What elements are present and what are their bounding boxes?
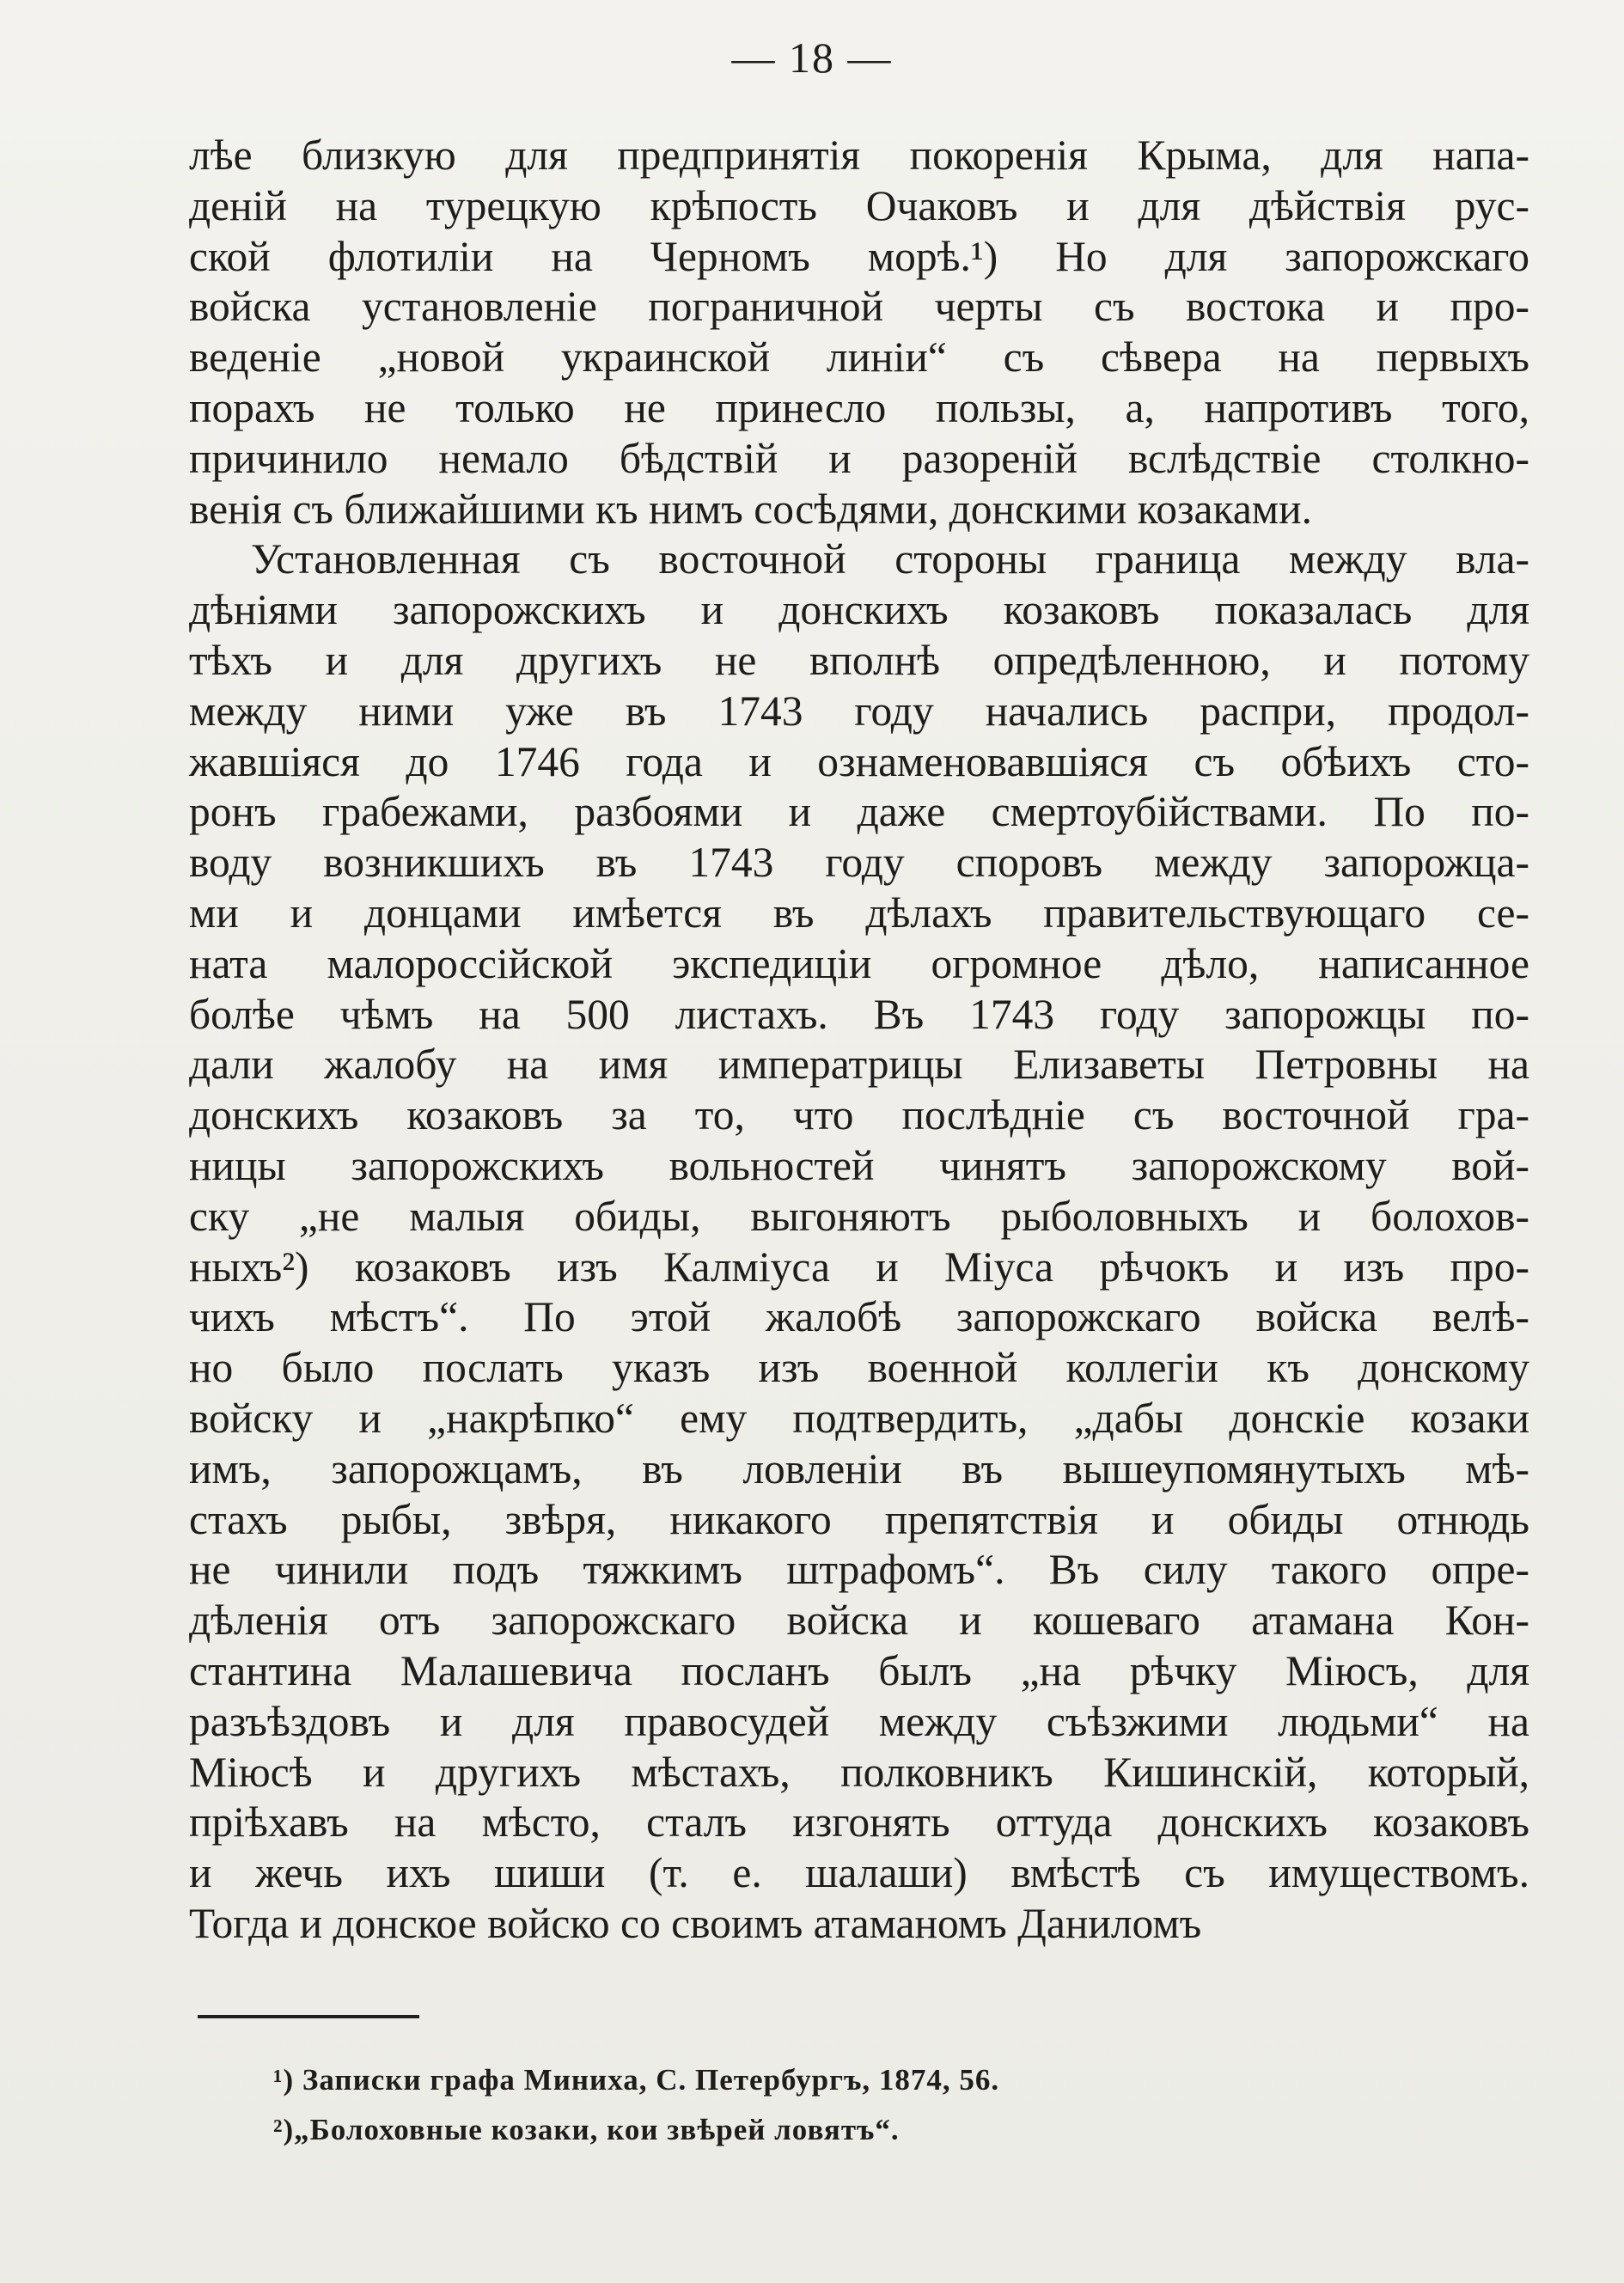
text-line: веденіе „новой украинской линіи“ съ сѣвера на первыхъ [189,333,1529,382]
text-line: Міюсѣ и другихъ мѣстахъ, полковникъ Кишинскій, который, [189,1748,1529,1796]
paragraph [189,131,1529,534]
text-line: ницы запорожскихъ вольностей чинятъ запорожскому вой- [189,1141,1529,1189]
footnote: ²)„Болоховные козаки, кои звѣрей ловятъ“. [273,2113,900,2146]
text-line: ронъ грабежами, разбоями и даже смертоубійствами. По по- [189,788,1529,836]
text-line: Установленная съ восточной стороны граница между вла- [251,535,1529,583]
text-line: причинило немало бѣдствій и разореній вслѣдствіе столкно- [189,434,1529,482]
text-line: и жечь ихъ шиши (т. е. шалаши) вмѣстѣ съ имуществомъ. [189,1849,1529,1897]
text-line: дѣніями запорожскихъ и донскихъ козаковъ показалась для [189,586,1529,634]
text-line: Тогда и донское войско со своимъ атаманомъ Даниломъ [189,1899,1202,1947]
footnote-divider [198,2015,419,2018]
text-line: тѣхъ и для другихъ не вполнѣ опредѣленною, и потому [189,636,1529,684]
text-line: лѣе близкую для предпринятія покоренія Крыма, для напа- [189,131,1529,179]
text-line: болѣе чѣмъ на 500 листахъ. Въ 1743 году запорожцы по- [189,990,1529,1038]
footnote: ¹) Записки графа Миниха, С. Петербургъ, 1874, 56. [273,2063,1000,2097]
text-line: но было послать указъ изъ военной коллегіи къ донскому [189,1344,1529,1392]
text-line: дѣленія отъ запорожскаго войска и кошеваго атамана Кон- [189,1596,1529,1645]
text-line: чихъ мѣстъ“. По этой жалобѣ запорожскаго войска велѣ- [189,1293,1529,1341]
text-line: войска установленіе пограничной черты съ востока и про- [189,283,1529,331]
text-line: ской флотиліи на Черномъ морѣ.¹) Но для запорожскаго [189,232,1529,280]
text-line: венія съ ближайшими къ нимъ сосѣдями, донскими козаками. [189,485,1312,533]
text-line: стантина Малашевича посланъ былъ „на рѣчку Міюсъ, для [189,1646,1529,1694]
page-number: — 18 — [731,34,893,82]
text-line: стахъ рыбы, звѣря, никакого препятствія и обиды отнюдь [189,1495,1529,1543]
text-line: имъ, запорожцамъ, въ ловленіи въ вышеупомянутыхъ мѣ- [189,1444,1529,1492]
text-line: войску и „накрѣпко“ ему подтвердить, „дабы донскіе козаки [189,1394,1529,1442]
text-line: пріѣхавъ на мѣсто, сталъ изгонять оттуда донскихъ козаковъ [189,1798,1529,1847]
footnotes [273,2055,1390,2155]
text-line: ната малороссійской экспедиціи огромное дѣло, написанное [189,939,1529,987]
text-line: ску „не малыя обиды, выгоняютъ рыболовныхъ и болохов- [189,1192,1529,1240]
paragraph [189,534,1529,1949]
text-line: деній на турецкую крѣпость Очаковъ и для дѣйствія рус- [189,181,1529,229]
text-line: порахъ не только не принесло пользы, а, напротивъ того, [189,383,1529,431]
text-line: жавшіяся до 1746 года и ознаменовавшіяся съ обѣихъ сто- [189,737,1529,785]
text-line: ми и донцами имѣется въ дѣлахъ правительствующаго се- [189,888,1529,937]
body-text [189,131,1529,1950]
text-line: разъѣздовъ и для правосудей между съѣзжими людьми“ на [189,1697,1529,1745]
text-line: дали жалобу на имя императрицы Елизаветы Петровны на [189,1041,1529,1089]
text-line: между ними уже въ 1743 году начались распри, продол- [189,687,1529,735]
text-line: донскихъ козаковъ за то, что послѣдніе съ восточной гра- [189,1091,1529,1139]
text-line: не чинили подъ тяжкимъ штрафомъ“. Въ силу такого опре- [189,1546,1529,1594]
text-line: ныхъ²) козаковъ изъ Калміуса и Міуса рѣчокъ и изъ про- [189,1242,1529,1291]
text-line: воду возникшихъ въ 1743 году споровъ между запорожца- [189,839,1529,887]
